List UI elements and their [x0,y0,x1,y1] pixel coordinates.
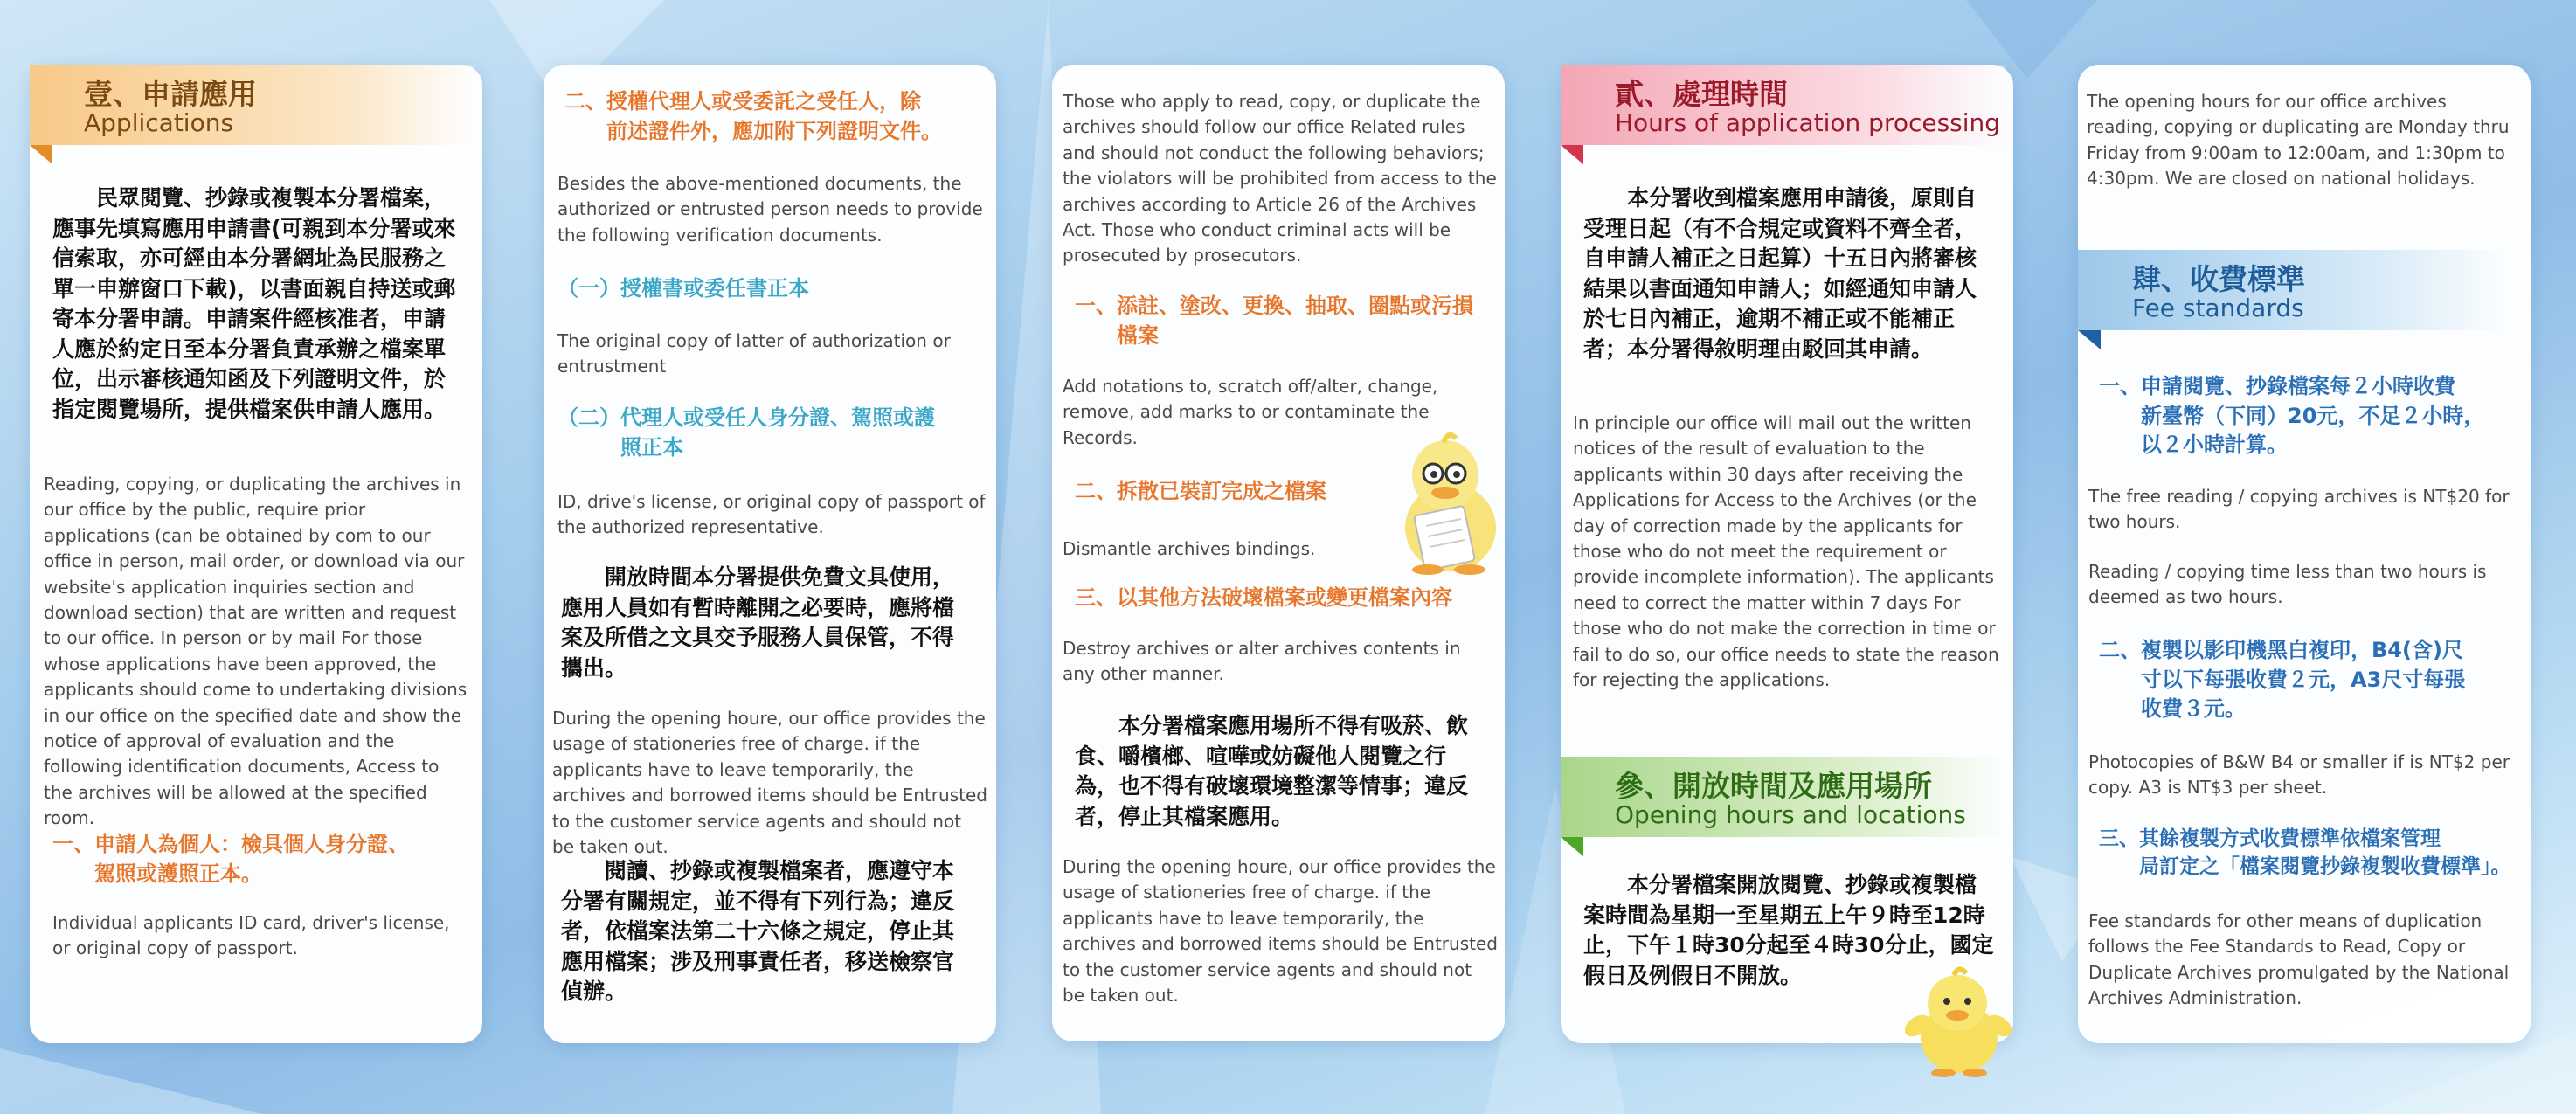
section-header-fees [2078,250,2506,330]
section-header-opening-hours [1561,757,2006,837]
fee3-zh: 三、其餘複製方式收費標準依檔案管理 局訂定之「檔案閱覽抄錄複製收費標準」。 [2099,827,2511,879]
rules-zh: 閱讀、抄錄或複製檔案者，應遵守本分署有關規定，並不得有下列行為；違反者，依檔案法第二十六條之規定，停止其應用檔案；涉及刑事責任者，移送檢察官偵辦。 [561,858,955,1004]
panel-applications [30,65,482,1043]
header-tab-marker [30,145,52,164]
prohibit1-en: Add notations to, scratch off/alter, change, remove, add marks to or contaminate the Records. [1063,376,1438,448]
opening-hours-zh: 本分署檔案開放閱覽、抄錄或複製檔案時間為星期一至星期五上午９時至12時止，下午１時30分起至４時30分止，國定假日及例假日不開放。 [1583,872,1994,988]
section-header-applications [30,65,475,145]
prohibit3-en: Destroy archives or alter archives contents in any other manner. [1063,638,1461,685]
header-tab-marker [1561,145,1583,164]
stationery-en: During the opening houre, our office provides the usage of stationeries free of charge. if the applicants have to leave temporarily, the archives and borrowed items should be Entrusted to the customer service agents and should not be taken out. [552,708,987,857]
fee2-en: Photocopies of B&W B4 or smaller if is NT$2 per copy. A3 is NT$3 per sheet. [2088,751,2510,799]
heading-zh: 參、開放時間及應用場所 [1615,769,1932,803]
stationery-zh: 開放時間本分署提供免費文具使用，應用人員如有暫時離開之必要時，應將檔案及所借之文具交予服務人員保管，不得攜出。 [561,564,955,681]
duck-reading-mascot-icon [1393,430,1505,578]
applications-body-zh: 民眾閱覽、抄錄或複製本分署檔案，應事先填寫應用申請書(可親到本分署或來信索取，亦可經由本分署網址為民服務之單一申辦窗口下載)，以書面親自持送或郵寄本分署申請。申請案件經核准者，申請人應於約定日至本分署負責承辦之檔案單位，出示審核通知函及下列證明文件，於指定閱覽場所，提供檔案供申請人應用。 [52,185,456,422]
heading-zh: 肆、收費標準 [2132,262,2305,296]
heading-en: Hours of application processing [1615,108,2001,137]
smoking-rule-zh: 本分署檔案應用場所不得有吸菸、飲食、嚼檳榔、喧嘩或妨礙他人閱覽之行為，也不得有破壞環境整潔等情事；違反者，停止其檔案應用。 [1075,713,1469,829]
processing-body-zh: 本分署收到檔案應用申請後，原則自受理日起（有不合規定或資料不齊全者，自申請人補正之日起算）十五日內將審核結果以書面通知申請人；如經通知申請人於七日內補正，逾期不補正或不能補正者；本分署得敘明理由駁回其申請。 [1583,185,1977,362]
section-header-processing [1561,65,2006,145]
fee1-en: The free reading / copying archives is NT$20 for two hours. [2088,486,2510,533]
heading-en: Opening hours and locations [1615,800,1966,829]
fee3-en: Fee standards for other means of duplication follows the Fee Standards to Read, Copy or Duplicate Archives promulgated by the National Archives Administration. [2088,910,2510,1009]
processing-body-en: In principle our office will mail out the written notices of the result of evaluation to the applicants within 30 days after receiving the Applications for Access to the Archives (or the day of correction made by the applicants for those who do not meet the requirement or provide incomplete information). The applicants need to correct the matter within 7 days For those who do not make the correction in time or fail to do so, our office needs to state the reason for rejecting the applications. [1573,412,1999,690]
panel-fees [2078,65,2531,1043]
prohibit1-zh: 一、添註、塗改、更換、抽取、圈點或污損 檔案 [1075,294,1473,348]
panel-verification [544,65,996,1043]
heading-zh: 貳、處理時間 [1615,77,1788,111]
fee2-zh: 二、複製以影印機黑白複印，B4(含)尺 寸以下每張收費２元，A3尺寸每張 收費３元。 [2099,638,2466,722]
sub1-zh: （一）授權書或委任書正本 [557,276,809,301]
heading-zh: 壹、申請應用 [84,77,257,111]
opening-hours-en: The opening hours for our office archives reading, copying or duplicating are Monday thru Friday from 9:00am to 12:00am, and 1:30pm to 4:30pm. We are closed on national holidays. [2087,91,2510,190]
item1-en: Individual applicants ID card, driver's license, or original copy of passport. [52,912,450,959]
item2-zh: 二、授權代理人或受委託之受任人，除 前述證件外，應加附下列證明文件。 [564,89,942,143]
item1-zh: 一、申請人為個人：檢具個人身分證、 駕照或護照正本。 [52,832,409,886]
header-tab-marker [1561,837,1583,856]
stationery-en-2: During the opening houre, our office provides the usage of stationeries free of charge. if the applicants have to leave temporarily, the archives and borrowed items should be Entrusted to the customer service agents and should not be taken out. [1063,856,1498,1006]
panel-processing-hours [1561,65,2013,1043]
prohibit3-zh: 三、以其他方法破壞檔案或變更檔案內容 [1075,585,1452,610]
fee1b-en: Reading / copying time less than two hours is deemed as two hours. [2088,561,2487,608]
heading-en: Applications [84,108,234,137]
sub1-en: The original copy of latter of authorization or entrustment [557,330,951,377]
sub2-zh: （二）代理人或受任人身分證、駕照或護 照正本 [557,405,935,460]
rules-intro-en: Those who apply to read, copy, or duplicate the archives should follow our office Related rules and should not conduct the following behaviors; the violators will be prohibited from access to the archives according to Article 26 of the Archives Act. Those who conduct criminal acts will be prosecuted by prosecutors. [1063,91,1497,266]
applications-body-en: Reading, copying, or duplicating the archives in our office by the public, require prior applications (can be obtained by com to our office in person, mail order, or download via our website's application inquiries section and download section) that are written and request to our office. In person or by mail For those whose applications have been approved, the applicants should come to undertaking divisions in our office on the specified date and show the notice of approval of evaluation and the following identification documents, Access to the archives will be allowed at the specified room. [44,474,467,829]
sub2-en: ID, drive's license, or original copy of passport of the authorized representative. [557,491,986,538]
fee1-zh: 一、申請閱覽、抄錄檔案每２小時收費 新臺幣（下同）20元，不足２小時， 以２小時計算。 [2099,374,2485,458]
duck-waving-mascot-icon [1905,965,2013,1080]
item2-en: Besides the above-mentioned documents, the authorized or entrusted person needs to provide the following verification documents. [557,173,983,246]
panel-prohibited-behaviors [1052,65,1505,1041]
heading-en: Fee standards [2132,294,2304,322]
prohibit2-en: Dismantle archives bindings. [1063,538,1316,559]
header-tab-marker [2078,330,2101,349]
prohibit2-zh: 二、拆散已裝訂完成之檔案 [1075,479,1326,503]
